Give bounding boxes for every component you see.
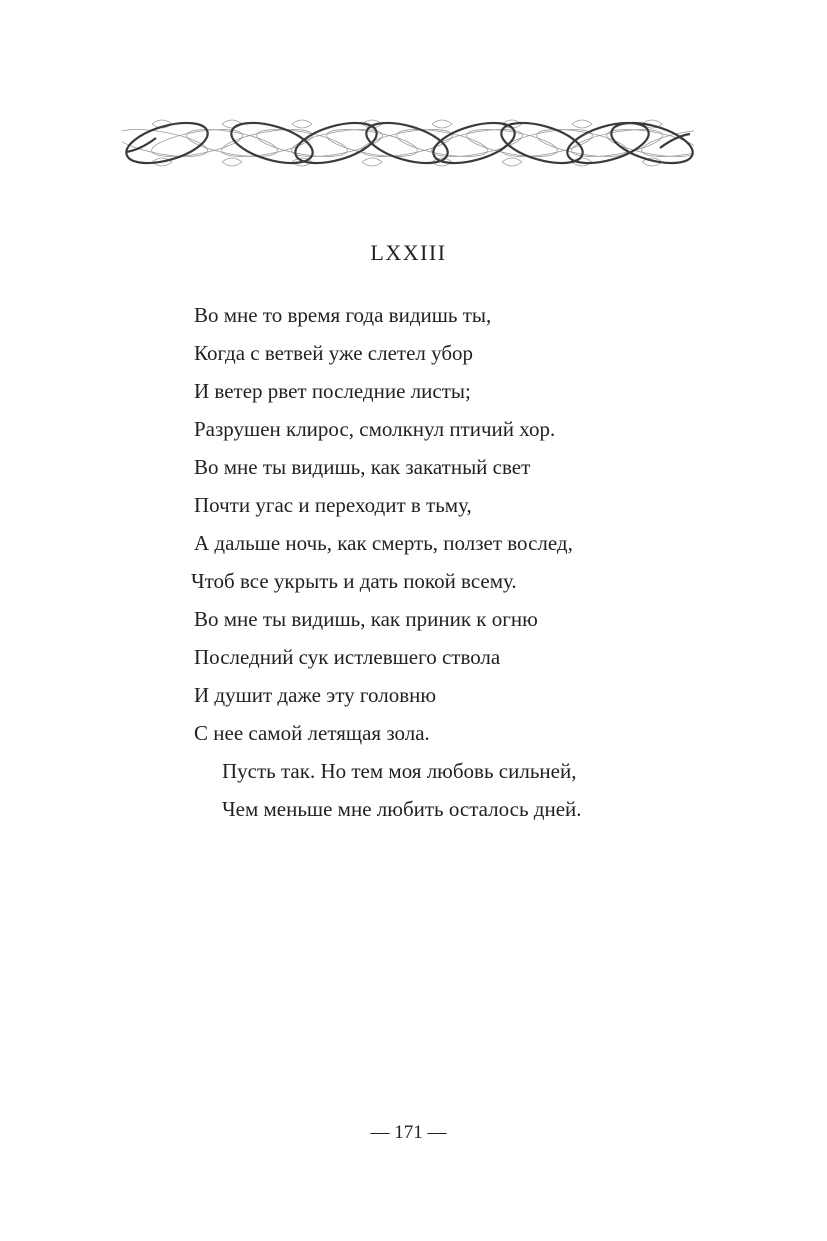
ornament-light-curl — [572, 120, 592, 128]
ornament-light-curl — [362, 158, 382, 166]
poem-line: Чтоб все укрыть и дать покой всему. — [191, 569, 517, 593]
poem-line: И душит даже эту головню — [194, 683, 437, 707]
ornament-light-curl — [432, 120, 452, 128]
poem-line: Во мне то время года видишь ты, — [194, 303, 492, 327]
ornament-dark-loop — [122, 115, 212, 171]
page-number: — 171 — — [370, 1122, 447, 1143]
ornament-light-curl — [222, 158, 242, 166]
poem-line: Последний сук истлевшего ствола — [194, 645, 501, 669]
poem-line: Почти угас и переходит в тьму, — [194, 493, 472, 517]
poem-line: Во мне ты видишь, как приник к огню — [194, 607, 538, 631]
ornament-light-curl — [502, 158, 522, 166]
poem-title: LXXIII — [370, 240, 447, 265]
poem-line: Разрушен клирос, смолкнул птичий хор. — [194, 417, 556, 441]
poem-line: Во мне ты видишь, как закатный свет — [194, 455, 531, 479]
poem-line: Когда с ветвей уже слетел убор — [194, 341, 474, 365]
couplet-line: Чем меньше мне любить осталось дней. — [222, 797, 582, 821]
poem-line: И ветер рвет последние листы; — [194, 379, 471, 403]
poem-body — [191, 296, 582, 828]
poem-line: С нее самой летящая зола. — [194, 721, 430, 745]
ornament-light-curl — [292, 120, 312, 128]
decorative-scroll-ornament — [122, 112, 694, 174]
ornament-dark-loop — [227, 115, 317, 171]
poem-line: А дальше ночь, как смерть, ползет вослед, — [194, 531, 573, 555]
couplet-line: Пусть так. Но тем моя любовь сильней, — [222, 759, 577, 783]
